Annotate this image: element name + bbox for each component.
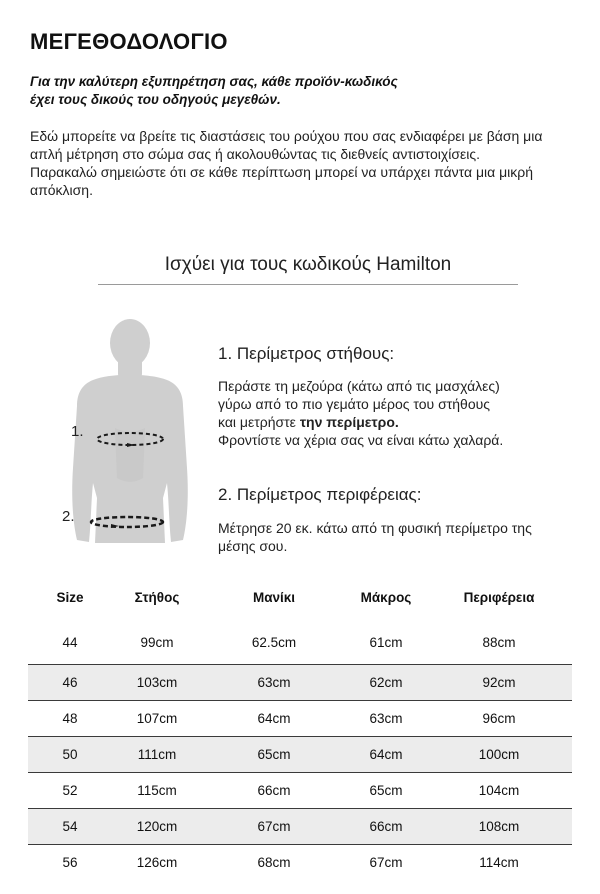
table-row [28, 809, 572, 845]
cell-chest: 126cm [136, 855, 178, 870]
cell-length: 66cm [346, 809, 426, 845]
cell-hip: 100cm [426, 737, 572, 773]
cell-sleeve: 68cm [257, 855, 291, 870]
chest-marker-label: 1. [71, 423, 84, 440]
description-paragraph-2: Παρακαλώ σημειώστε ότι σε κάθε περίπτωση μπορεί να υπάρχει πάντα μια μικρή απόκλιση. [30, 164, 534, 198]
size-chart-table [28, 580, 572, 880]
table-row [28, 773, 572, 809]
intro-line-1: Για την καλύτερη εξυπηρέτηση σας, κάθε προϊόν-κωδικός [30, 74, 398, 89]
cell-chest: 111cm [112, 737, 202, 773]
cell-length: 64cm [346, 737, 426, 773]
intro-bold-text [30, 73, 550, 109]
cell-hip: 88cm [426, 614, 572, 665]
table-row [28, 845, 572, 881]
cell-size: 50 [28, 737, 112, 773]
cell-length: 65cm [346, 773, 426, 809]
hip-measure-instructions: Μέτρησε 20 εκ. κάτω από τη φυσική περίμετρο της μέσης σου. [218, 520, 532, 554]
cell-length: 67cm [369, 855, 403, 870]
cell-sleeve: 64cm [202, 701, 346, 737]
cell-hip: 108cm [426, 809, 572, 845]
header-hip: Περιφέρεια [463, 589, 535, 605]
header-chest: Στήθος [134, 589, 180, 605]
hip-marker-label: 2. [62, 508, 75, 525]
shading [115, 428, 145, 482]
table-row [28, 665, 572, 701]
cell-chest: 115cm [112, 773, 202, 809]
header-sleeve: Μανίκι [252, 589, 296, 605]
table-row [28, 737, 572, 773]
cell-hip: 104cm [426, 773, 572, 809]
chest-instruction-pre: και μετρήστε [218, 414, 300, 430]
chest-instruction-line [218, 413, 558, 431]
cell-size: 48 [28, 701, 112, 737]
chest-instruction-line: Φροντίστε να χέρια σας να είναι κάτω χαλαρά. [218, 432, 504, 448]
cell-hip: 92cm [426, 665, 572, 701]
cell-size: 56 [62, 855, 78, 870]
chest-measure-instructions [218, 377, 558, 449]
applies-to-subtitle: Ισχύει για τους κωδικούς Hamilton [164, 254, 452, 275]
cell-sleeve: 63cm [202, 665, 346, 701]
cell-size: 44 [28, 614, 112, 665]
chest-instruction-bold: την περίμετρο. [299, 414, 399, 430]
divider [98, 284, 518, 285]
cell-size: 46 [28, 665, 112, 701]
cell-sleeve: 66cm [202, 773, 346, 809]
cell-hip: 96cm [426, 701, 572, 737]
table-row [28, 614, 572, 665]
cell-chest: 120cm [112, 809, 202, 845]
cell-length: 63cm [346, 701, 426, 737]
intro-line-2: έχει τους δικούς του οδηγούς μεγεθών. [30, 92, 281, 107]
table-header-row [28, 580, 572, 614]
cell-length: 62cm [346, 665, 426, 701]
description [30, 127, 565, 199]
cell-sleeve: 65cm [202, 737, 346, 773]
cell-size: 52 [28, 773, 112, 809]
header-size: Size [56, 589, 84, 605]
torso-figure [72, 319, 188, 543]
cell-size: 54 [28, 809, 112, 845]
chest-measure-heading: 1. Περίμετρος στήθους: [218, 344, 395, 363]
chest-instruction-line: Περάστε τη μεζούρα (κάτω από τις μασχάλες) [218, 378, 500, 394]
hip-measure-heading: 2. Περίμετρος περιφέρειας: [218, 485, 422, 504]
chest-instruction-line: γύρω από το πιο γεμάτο μέρος του στήθους [218, 396, 491, 412]
cell-hip: 114cm [479, 855, 519, 870]
cell-chest: 99cm [112, 614, 202, 665]
description-paragraph-1: Εδώ μπορείτε να βρείτε τις διαστάσεις του ρούχου που σας ενδιαφέρει με βάση μια απλή μέτρηση στο σώμα σας ή ακολουθώντας τις διεθνείς αντιστοιχίσεις. [30, 128, 543, 162]
header-length: Μάκρος [360, 589, 412, 605]
cell-chest: 107cm [112, 701, 202, 737]
cell-sleeve: 67cm [202, 809, 346, 845]
cell-length: 61cm [346, 614, 426, 665]
page-title: ΜΕΓΕΘΟΔΟΛΟΓΙΟ [30, 29, 228, 54]
table-row [28, 701, 572, 737]
cell-chest: 103cm [112, 665, 202, 701]
cell-sleeve: 62.5cm [202, 614, 346, 665]
